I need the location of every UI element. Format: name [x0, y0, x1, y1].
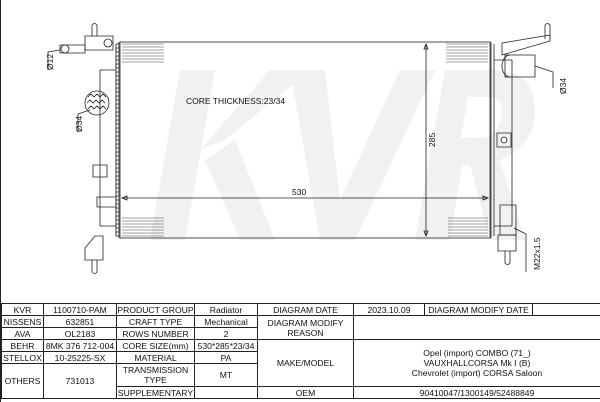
modify-reason-label: DIAGRAM MODIFY REASON	[258, 316, 354, 340]
spec-table	[1, 303, 600, 399]
code-cell: 1100710-PAM	[44, 304, 117, 316]
diagram-modify-date-value	[533, 304, 600, 316]
diagram-date-value: 2023.10.09	[354, 304, 425, 316]
make-model-line: Opel (import) COMBO (71_)	[423, 348, 531, 358]
height-dimension-label: 285	[427, 132, 437, 147]
core-thickness-label: CORE THICKNESS:23/34	[186, 96, 286, 106]
value-cell: 530*285*23/34	[195, 340, 258, 352]
width-dimension-label: 530	[292, 187, 307, 197]
value-cell: Mechanical	[195, 316, 258, 328]
oem-label: OEM	[258, 387, 354, 399]
modify-reason-value	[354, 316, 600, 340]
property-cell: TRANSMISSION TYPE	[117, 364, 195, 387]
property-cell: SUPPLEMENTARY	[117, 387, 194, 398]
make-model-line: VAUXHALLCORSA Mk I (B)	[423, 358, 531, 368]
brand-cell: KVR	[2, 304, 44, 316]
property-cell: CORE SIZE(mm)	[117, 340, 195, 352]
code-cell: 8MK 376 712-004	[44, 340, 117, 352]
brand-cell: STELLOX	[3, 352, 42, 363]
value-cell: PA	[195, 352, 258, 364]
outlet-diameter-label: Ø34	[558, 77, 568, 94]
make-model-value	[354, 340, 600, 387]
brand-cell: AVA	[2, 328, 44, 340]
value-cell: Radiator	[195, 304, 258, 316]
property-cell: MATERIAL	[117, 352, 195, 364]
table-row	[2, 340, 600, 352]
left-tank	[48, 24, 119, 274]
oem-value: 90410047/1300149/52488849	[354, 387, 600, 399]
diagram-date-label: DIAGRAM DATE	[258, 304, 354, 316]
table-row	[2, 304, 600, 316]
property-cell: PRODUCT GROUP	[117, 304, 194, 315]
value-cell: MT	[195, 364, 258, 387]
table-row	[2, 316, 600, 328]
property-cell: CRAFT TYPE	[117, 316, 195, 328]
value-cell: 2	[195, 328, 258, 340]
inlet-diameter-label: Ø34	[74, 115, 84, 132]
code-cell: 10-25225-SX	[44, 352, 117, 364]
brand-cell: OTHERS	[2, 364, 44, 399]
code-cell: 731013	[44, 364, 117, 399]
make-model-label: MAKE/MODEL	[258, 340, 354, 387]
pipe-diameter-label: Ø12	[45, 53, 55, 70]
property-cell: ROWS NUMBER	[117, 328, 195, 340]
brand-cell: BEHR	[2, 340, 44, 352]
diagram-modify-date-label: DIAGRAM MODIFY DATE	[425, 304, 533, 316]
value-cell	[195, 387, 258, 399]
brand-cell: NISSENS	[2, 316, 44, 328]
code-cell: OL2183	[44, 328, 117, 340]
code-cell: 632851	[44, 316, 117, 328]
drain-thread-label: M22x1.5	[532, 237, 542, 270]
make-model-line: Chevrolet (import) CORSA Saloon	[411, 368, 543, 378]
